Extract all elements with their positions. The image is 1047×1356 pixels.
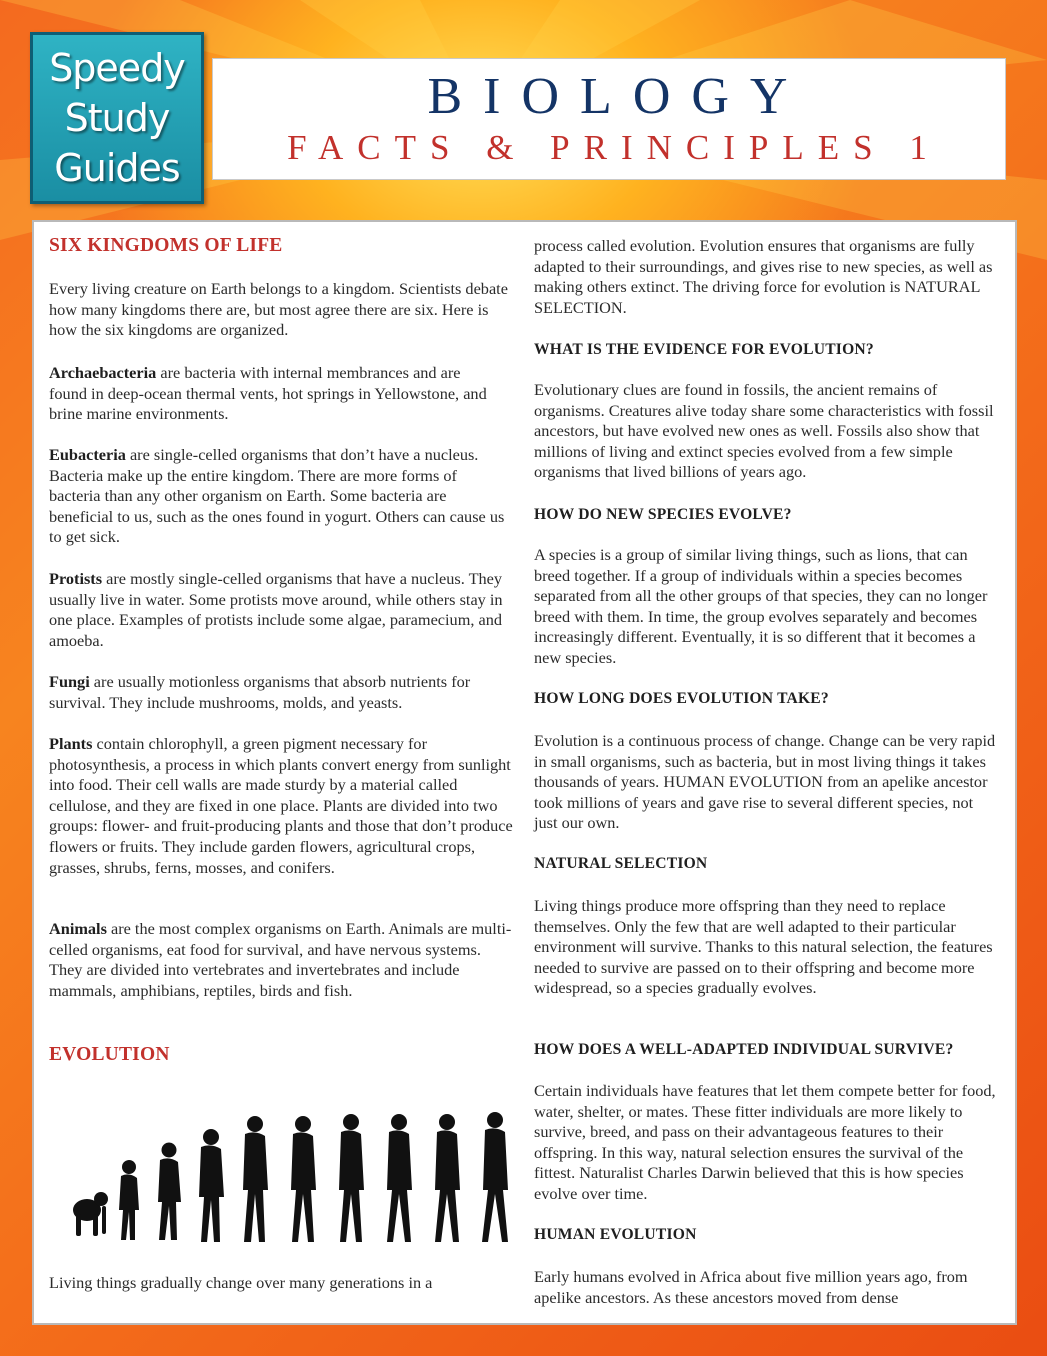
protists-paragraph: Protists are mostly single-celled organisms that have a nucleus. They usually live in water. Some protists move around, while others stay in one place. Examples of protists include some algae, paramecium, and amoeba. <box>49 569 503 650</box>
section-heading-six-kingdoms: SIX KINGDOMS OF LIFE <box>49 235 283 256</box>
silhouette-early-hominid-2 <box>158 1143 181 1241</box>
term-animals: Animals <box>49 919 107 938</box>
human-evolution-paragraph: Early humans evolved in Africa about five million years ago, from apelike ancestors. As these ancestors moved from dense <box>534 1267 968 1307</box>
term-eubacteria: Eubacteria <box>49 445 126 464</box>
section-heading-evolution: EVOLUTION <box>49 1044 170 1065</box>
heading-how-long: HOW LONG DOES EVOLUTION TAKE? <box>534 690 829 707</box>
human-evolution-silhouettes-illustration <box>57 1102 517 1247</box>
heading-well-adapted: HOW DOES A WELL-ADAPTED INDIVIDUAL SURVIVE? <box>534 1041 954 1058</box>
heading-human-evolution: HUMAN EVOLUTION <box>534 1226 697 1243</box>
evolution-continued-paragraph: process called evolution. Evolution ensures that organisms are fully adapted to their surroundings, and gives rise to new species, as well as making others extinct. The driving force for evolution is NATURAL SELECTION. <box>534 236 993 317</box>
title-banner <box>212 58 1006 180</box>
silhouette-ape <box>73 1192 108 1236</box>
term-fungi: Fungi <box>49 672 90 691</box>
well-adapted-paragraph: Certain individuals have features that let them compete better for food, water, shelter, or mates. These fitter individuals are more likely to survive, breed, and pass on their advantageous features to their offspring. In this way, natural selection ensures the survival of the fittest. Naturalist Charles Darwin believed that this is how species evolve over time. <box>534 1081 996 1203</box>
archaebacteria-paragraph: Archaebacteria are bacteria with internal membrances and are found in deep-ocean thermal vents, hot springs in Yellowstone, and brine marine environments. <box>49 363 487 424</box>
how-long-paragraph: Evolution is a continuous process of change. Change can be very rapid in small organisms, such as bacteria, but in most living things it takes thousands of years. HUMAN EVOLUTION from an apelike ancestor took millions of years and gave rise to several different species, not just our own. <box>534 731 996 833</box>
heading-new-species: HOW DO NEW SPECIES EVOLVE? <box>534 506 792 523</box>
page-subtitle: FACTS & PRINCIPLES 1 <box>287 128 941 167</box>
logo-line-1: Speedy <box>49 46 185 90</box>
heading-evidence-for-evolution: WHAT IS THE EVIDENCE FOR EVOLUTION? <box>534 341 874 358</box>
logo-line-2: Study <box>64 96 170 140</box>
content-panel <box>32 220 1017 1325</box>
new-species-paragraph: A species is a group of similar living things, such as lions, that can breed together. If a group of individuals within a species becomes separated from all the other groups of that species, they can no longer breed with them. In time, the group evolves separately and becomes increasingly different. Eventually, it is so different that it becomes a new species. <box>534 545 988 667</box>
silhouette-early-hominid-3 <box>199 1129 224 1242</box>
silhouette-hominid-5 <box>291 1116 316 1242</box>
animals-paragraph: Animals are the most complex organisms on Earth. Animals are multi-celled organisms, eat food for survival, and have nervous systems. They are divided into vertebrates and invertebrates and include mammals, amphibians, reptiles, birds and fish. <box>49 919 512 1000</box>
silhouette-hominid-6 <box>339 1114 364 1242</box>
natural-selection-paragraph: Living things produce more offspring than they need to replace themselves. Only the few that are well adapted to their particular environment will survive. Thanks to this natural selection, the features needed to survive are passed on to their offspring and become more widespread, so a species gradually evolves. <box>534 896 993 998</box>
silhouette-early-hominid-1 <box>119 1160 139 1240</box>
fungi-paragraph: Fungi are usually motionless organisms that absorb nutrients for survival. They include mushrooms, molds, and yeasts. <box>49 672 471 712</box>
plants-paragraph: Plants contain chlorophyll, a green pigment necessary for photosynthesis, a process in which plants convert energy from sunlight into food. Their cell walls are made sturdy by a material called cellulose, and they are fixed in one place. Plants are divided into two groups: flower- and fruit-producing plants and those that don’t produce flowers or fruits. They include garden flowers, agricultural crops, grasses, shrubs, ferns, mosses, and conifers. <box>49 734 513 877</box>
evidence-paragraph: Evolutionary clues are found in fossils, the ancient remains of organisms. Creatures alive today share some characteristics with fossil ancestors, but have evolved new ones as well. Fossils also show that millions of living and extinct species evolved from a few simple organisms that lived billions of years ago. <box>534 380 994 482</box>
term-protists: Protists <box>49 569 103 588</box>
silhouette-hominid-7 <box>387 1114 412 1242</box>
evolution-intro-text: Living things gradually change over many generations in a <box>49 1273 433 1292</box>
speedy-study-guides-logo <box>30 32 204 204</box>
six-kingdoms-intro: Every living creature on Earth belongs to a kingdom. Scientists debate how many kingdoms there are, but most agree there are six. Here is how the six kingdoms are organized. <box>49 279 508 340</box>
eubacteria-paragraph: Eubacteria are single-celled organisms that don’t have a nucleus. Bacteria make up the entire kingdom. There are more forms of bacteria than any other organism on Earth. Some bacteria are beneficial to us, such as the ones found in yogurt. Others can cause us to get sick. <box>49 445 505 547</box>
term-plants: Plants <box>49 734 93 753</box>
silhouette-hominid-4 <box>243 1116 268 1242</box>
silhouette-modern-human <box>482 1112 508 1242</box>
page-title: BIOLOGY <box>427 68 809 125</box>
term-archaebacteria: Archaebacteria <box>49 363 157 382</box>
logo-line-3: Guides <box>54 146 180 190</box>
heading-natural-selection: NATURAL SELECTION <box>534 855 708 872</box>
silhouette-hominid-8 <box>435 1114 460 1242</box>
